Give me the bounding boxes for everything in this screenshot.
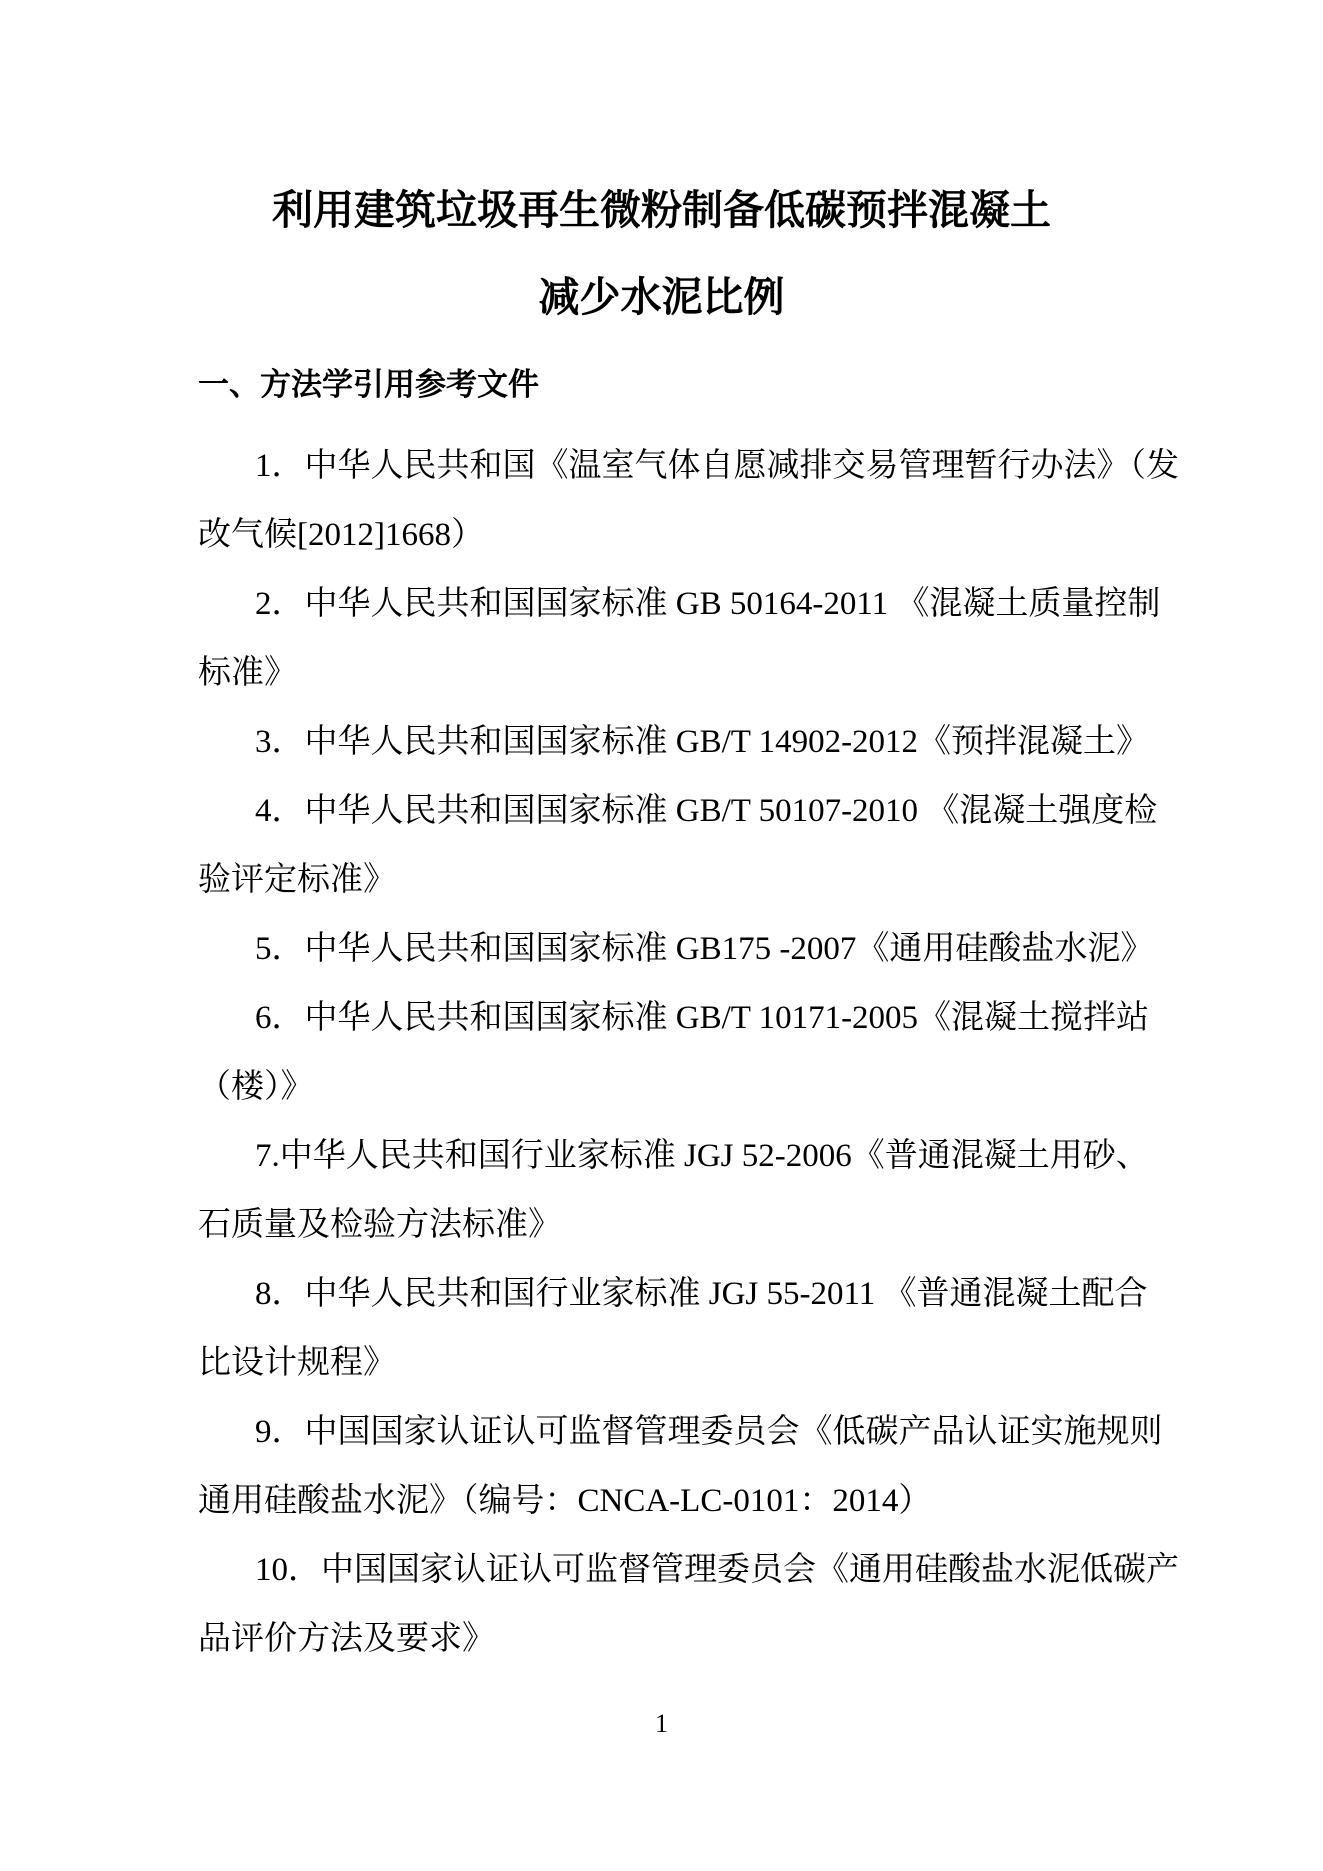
reference-item-8-line-2: 比设计规程》 [198,1345,396,1381]
reference-item-5-line-1: 5．中华人民共和国国家标准 GB175 -2007《通用硅酸盐水泥》 [255,931,1154,967]
reference-item-4-line-2: 验评定标准》 [198,862,396,898]
reference-item-2-line-2: 标准》 [198,655,297,691]
reference-item-9-line-1: 9．中国国家认证认可监督管理委员会《低碳产品认证实施规则 [255,1414,1163,1450]
reference-item-4-line-1: 4．中华人民共和国国家标准 GB/T 50107-2010 《混凝土强度检 [255,793,1158,829]
reference-item-6-line-2: （楼）》 [198,1069,314,1105]
document-title-line-2: 减少水泥比例 [538,274,785,320]
reference-item-6-line-1: 6．中华人民共和国国家标准 GB/T 10171-2005《混凝土搅拌站 [255,1000,1150,1036]
reference-list [198,432,1179,1674]
reference-item-1-line-2: 改气候[2012]1668） [198,517,484,553]
reference-item-10-line-2: 品评价方法及要求》 [198,1621,495,1657]
section-heading-references: 一、方法学引用参考文件 [198,367,539,402]
document-title-line-1: 利用建筑垃圾再生微粉制备低碳预拌混凝土 [272,187,1051,233]
reference-item-3-line-1: 3．中华人民共和国国家标准 GB/T 14902-2012《预拌混凝土》 [255,724,1150,760]
reference-item-8-line-1: 8．中华人民共和国行业家标准 JGJ 55-2011 《普通混凝土配合 [255,1276,1148,1312]
reference-item-7-line-2: 石质量及检验方法标准》 [198,1207,561,1243]
reference-item-7-line-1: 7.中华人民共和国行业家标准 JGJ 52-2006《普通混凝土用砂、 [255,1138,1149,1174]
reference-item-1-line-1: 1．中华人民共和国《温室气体自愿减排交易管理暂行办法》（发 [255,448,1179,484]
reference-item-9-line-2: 通用硅酸盐水泥》（编号：CNCA-LC-0101：2014） [198,1483,932,1519]
page-number: 1 [655,1709,668,1738]
reference-item-2-line-1: 2．中华人民共和国国家标准 GB 50164-2011 《混凝土质量控制 [255,586,1161,622]
reference-item-10-line-1: 10．中国国家认证认可监督管理委员会《通用硅酸盐水泥低碳产 [255,1552,1179,1588]
